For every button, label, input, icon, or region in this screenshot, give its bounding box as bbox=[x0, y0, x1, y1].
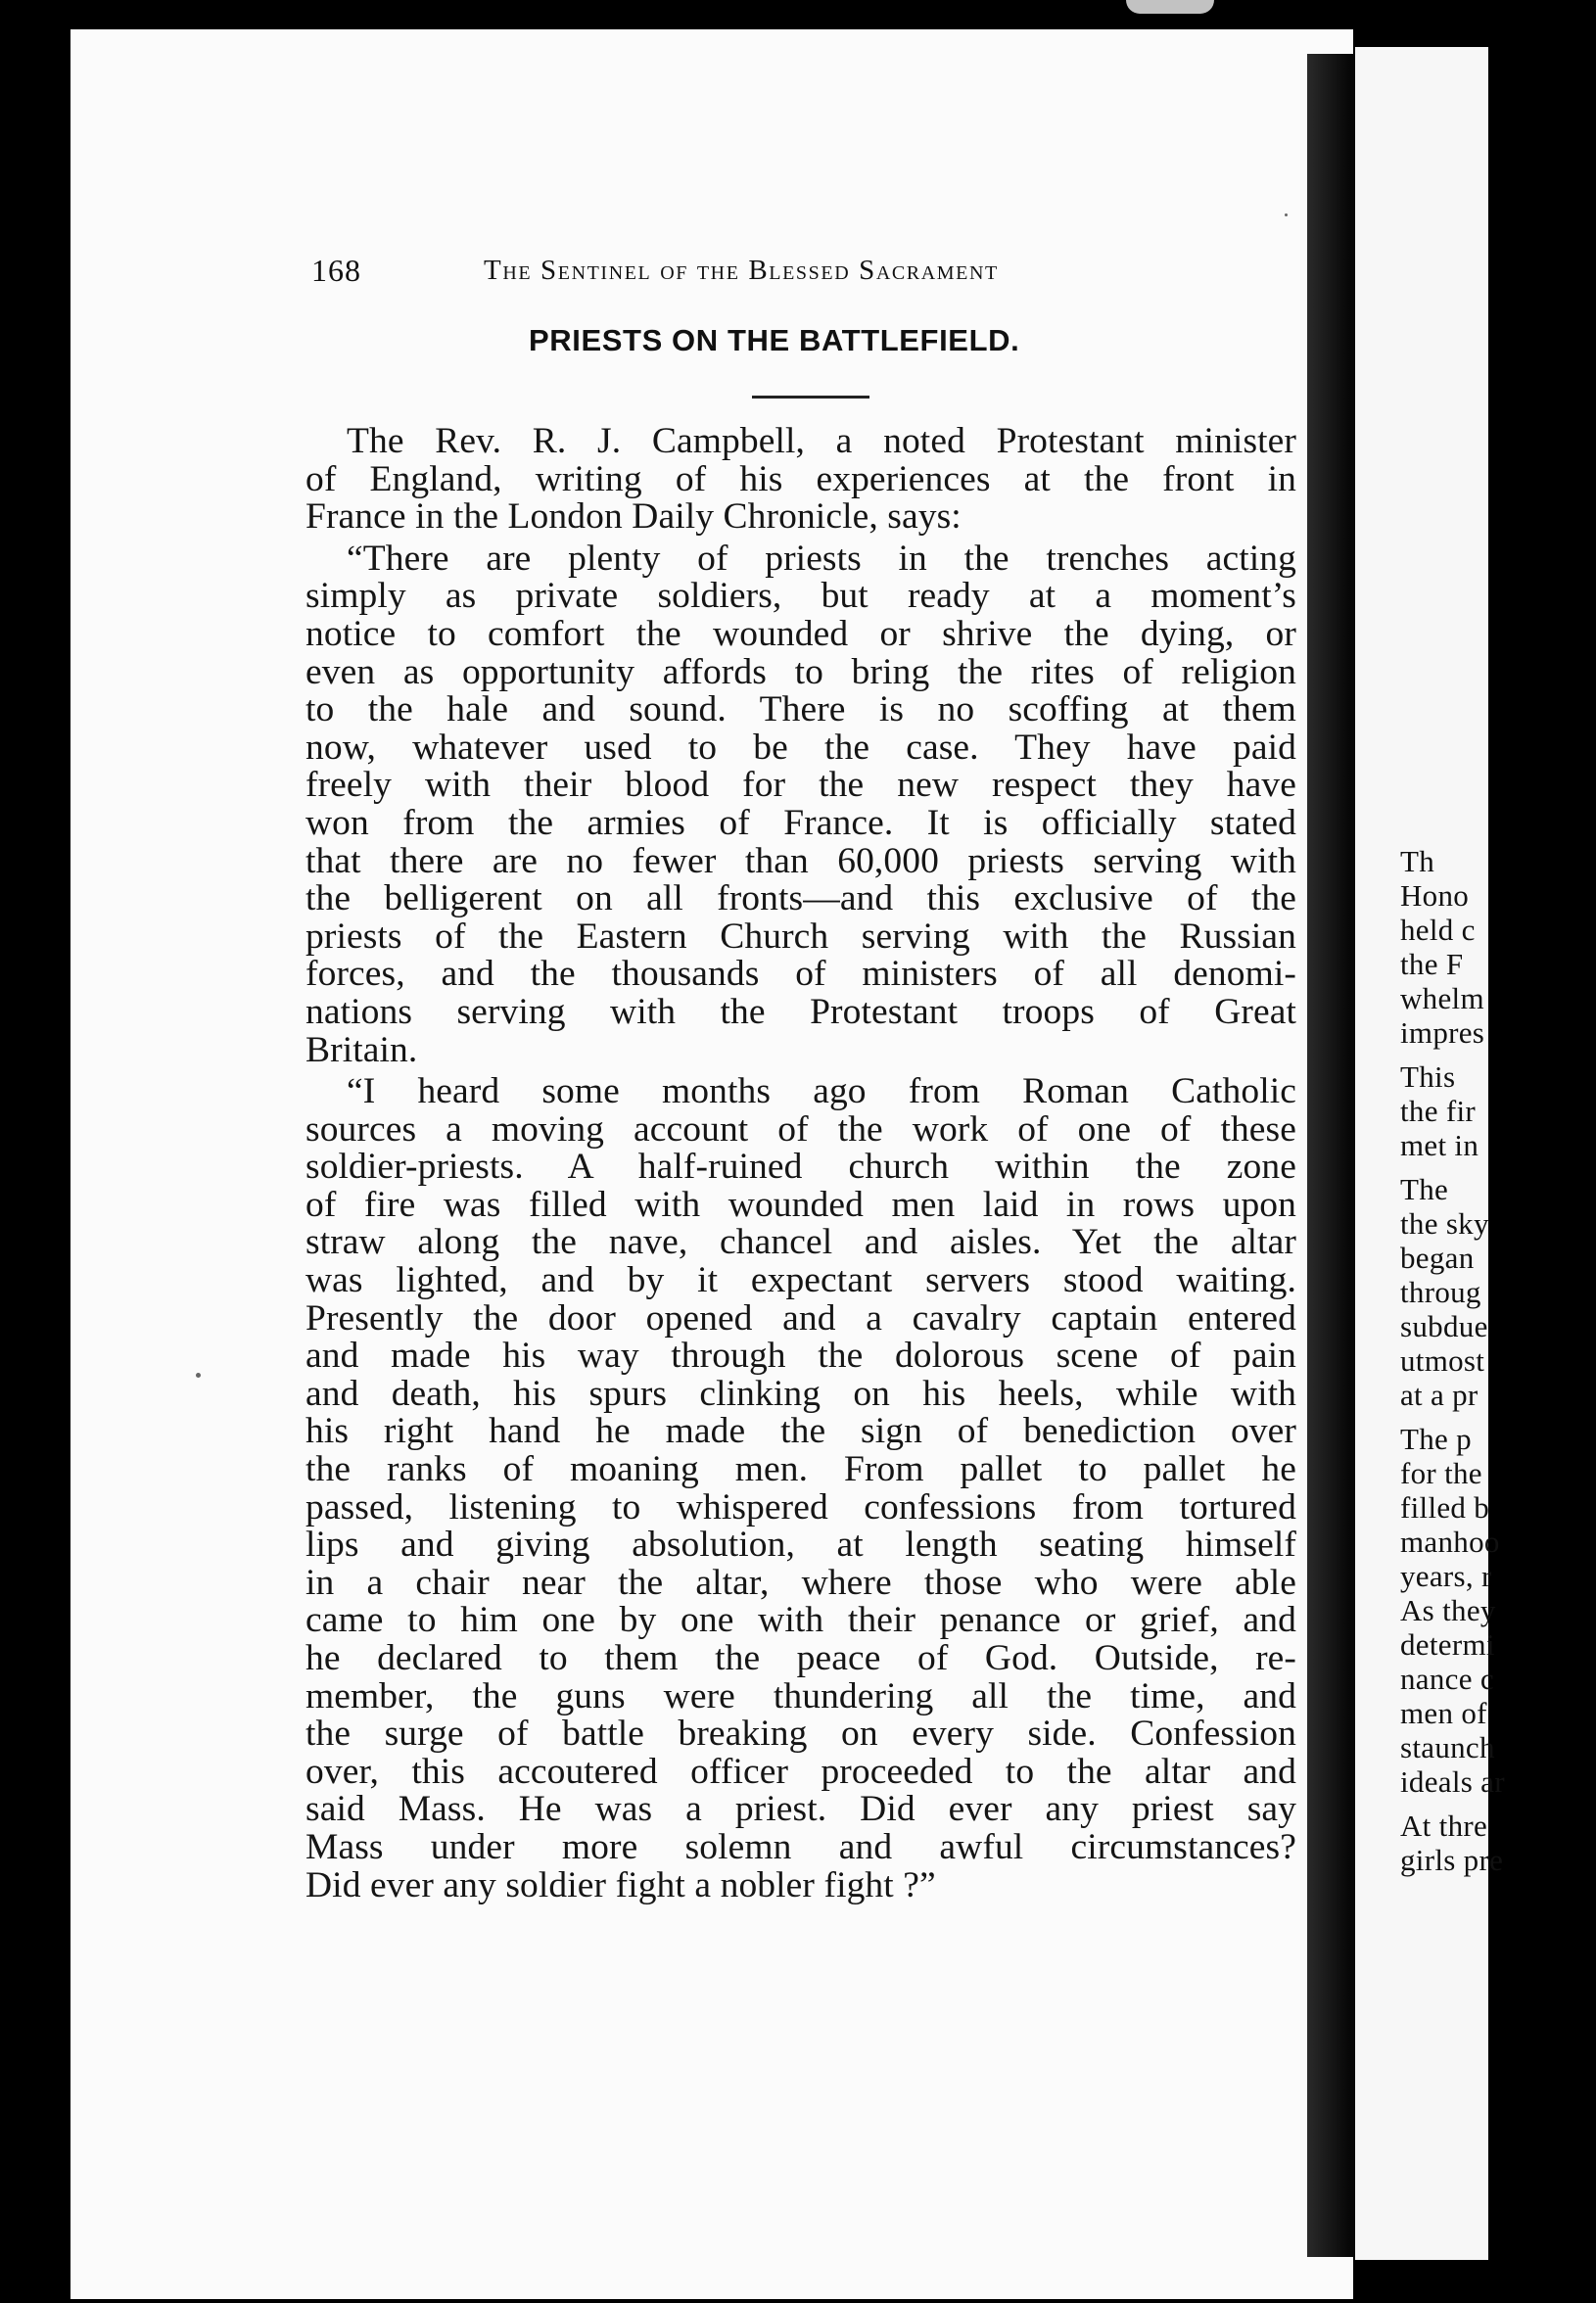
paragraph bbox=[305, 540, 1296, 1069]
adjacent-page-text bbox=[1400, 844, 1596, 1877]
text-line: that there are no fewer than 60,000 priests serving with bbox=[305, 840, 1296, 881]
adjacent-text-fragment: This bbox=[1400, 1059, 1456, 1094]
text-line: France in the London Daily Chronicle, says: bbox=[305, 496, 962, 538]
adjacent-text-fragment: for the bbox=[1400, 1456, 1482, 1490]
adjacent-text-fragment: years, r bbox=[1400, 1559, 1492, 1593]
text-line: the ranks of moaning men. From pallet to pallet he bbox=[305, 1449, 1296, 1490]
adjacent-text-fragment: As they bbox=[1400, 1593, 1496, 1627]
text-line: of England, writing of his experiences at the front in bbox=[305, 458, 1296, 499]
text-line: sources a moving account of the work of one of these bbox=[305, 1108, 1296, 1150]
running-header bbox=[311, 253, 1153, 302]
text-line: lips and giving absolution, at length seating himself bbox=[305, 1525, 1296, 1566]
text-line: Did ever any soldier fight a nobler fight ?” bbox=[305, 1864, 936, 1905]
text-line: The Rev. R. J. Campbell, a noted Protestant minister bbox=[347, 421, 1296, 461]
text-line: said Mass. He was a priest. Did ever any priest say bbox=[305, 1789, 1296, 1830]
text-line: member, the guns were thundering all the time, and bbox=[305, 1675, 1296, 1716]
adjacent-text-fragment: Hono bbox=[1400, 878, 1470, 913]
text-line: forces, and the thousands of ministers of all denomi- bbox=[305, 954, 1296, 995]
text-line: priests of the Eastern Church serving with the Russian bbox=[305, 916, 1296, 957]
text-line: notice to comfort the wounded or shrive the dying, or bbox=[305, 613, 1296, 654]
scan-speck bbox=[196, 1373, 201, 1378]
text-line: passed, listening to whispered confessions from tortured bbox=[305, 1486, 1296, 1528]
text-line: the surge of battle breaking on every side. Confession bbox=[305, 1714, 1296, 1755]
adjacent-text-fragment: nance c bbox=[1400, 1662, 1494, 1696]
text-line: “I heard some months ago from Roman Catholic bbox=[347, 1071, 1296, 1112]
scan-artifact bbox=[1126, 0, 1214, 14]
scan-speck bbox=[1285, 213, 1288, 216]
adjacent-text-fragment: utmost bbox=[1400, 1343, 1485, 1378]
text-line: his right hand he made the sign of benediction over bbox=[305, 1411, 1296, 1452]
adjacent-page bbox=[1355, 47, 1505, 2260]
adjacent-text-fragment: at a pr bbox=[1400, 1378, 1479, 1412]
adjacent-text-fragment: subdue bbox=[1400, 1309, 1488, 1343]
text-line: even as opportunity affords to bring the rites of religion bbox=[305, 651, 1296, 692]
text-line: was lighted, and by it expectant servers stood waiting. bbox=[305, 1260, 1296, 1301]
text-line: now, whatever used to be the case. They have paid bbox=[305, 727, 1296, 768]
text-line: Mass under more solemn and awful circumstances? bbox=[305, 1826, 1296, 1867]
text-line: Presently the door opened and a cavalry captain entered bbox=[305, 1297, 1296, 1339]
adjacent-text-fragment: Th bbox=[1400, 844, 1435, 878]
adjacent-text-fragment: met in bbox=[1400, 1128, 1479, 1162]
adjacent-text-fragment: determi bbox=[1400, 1627, 1495, 1662]
text-line: won from the armies of France. It is officially stated bbox=[305, 802, 1296, 843]
article-title: PRIESTS ON THE BATTLEFIELD. bbox=[529, 323, 1020, 357]
text-line: and made his way through the dolorous scene of pain bbox=[305, 1336, 1296, 1377]
adjacent-text-fragment: ideals ar bbox=[1400, 1764, 1505, 1799]
text-line: and death, his spurs clinking on his heels, while with bbox=[305, 1373, 1296, 1414]
text-line: of fire was filled with wounded men laid in rows upon bbox=[305, 1184, 1296, 1225]
text-line: the belligerent on all fronts—and this exclusive of the bbox=[305, 878, 1296, 919]
title-divider bbox=[752, 396, 869, 399]
text-line: over, this accoutered officer proceeded to the altar and bbox=[305, 1751, 1296, 1792]
adjacent-text-fragment: The p bbox=[1400, 1422, 1472, 1456]
adjacent-text-fragment: held c bbox=[1400, 913, 1476, 947]
adjacent-text-fragment: the sky bbox=[1400, 1206, 1489, 1241]
text-line: soldier-priests. A half-ruined church within the zone bbox=[305, 1147, 1296, 1188]
text-line: came to him one by one with their penance or grief, and bbox=[305, 1600, 1296, 1641]
text-line: straw along the nave, chancel and aisles. Yet the altar bbox=[305, 1222, 1296, 1263]
adjacent-text-fragment: whelm bbox=[1400, 981, 1484, 1015]
adjacent-text-fragment: the F bbox=[1400, 947, 1464, 981]
article-body bbox=[305, 423, 1296, 1904]
text-line: freely with their blood for the new respect they have bbox=[305, 765, 1296, 806]
adjacent-text-fragment: filled b bbox=[1400, 1490, 1490, 1525]
text-line: in a chair near the altar, where those who were able bbox=[305, 1562, 1296, 1603]
adjacent-text-fragment: girls pre bbox=[1400, 1843, 1504, 1877]
paragraph bbox=[305, 423, 1296, 537]
page-number: 168 bbox=[311, 253, 361, 288]
adjacent-text-fragment: the fir bbox=[1400, 1094, 1476, 1128]
adjacent-text-fragment: manhoo bbox=[1400, 1525, 1500, 1559]
text-line: Britain. bbox=[305, 1029, 418, 1070]
running-title: The Sentinel of the Blessed Sacrament bbox=[484, 255, 999, 286]
adjacent-text-fragment: At thre bbox=[1400, 1809, 1488, 1843]
text-line: nations serving with the Protestant troops of Great bbox=[305, 991, 1296, 1032]
text-line: to the hale and sound. There is no scoffing at them bbox=[305, 689, 1296, 730]
text-line: “There are plenty of priests in the trenches acting bbox=[347, 538, 1296, 579]
text-line: he declared to them the peace of God. Outside, re- bbox=[305, 1638, 1296, 1678]
adjacent-text-fragment: began bbox=[1400, 1241, 1475, 1275]
adjacent-text-fragment: men of bbox=[1400, 1696, 1487, 1730]
adjacent-text-fragment: staunch bbox=[1400, 1730, 1495, 1764]
text-line: simply as private soldiers, but ready at a moment’s bbox=[305, 576, 1296, 617]
adjacent-text-fragment: throug bbox=[1400, 1275, 1481, 1309]
adjacent-text-fragment: impres bbox=[1400, 1015, 1485, 1050]
adjacent-text-fragment: The bbox=[1400, 1172, 1449, 1206]
paragraph bbox=[305, 1073, 1296, 1904]
